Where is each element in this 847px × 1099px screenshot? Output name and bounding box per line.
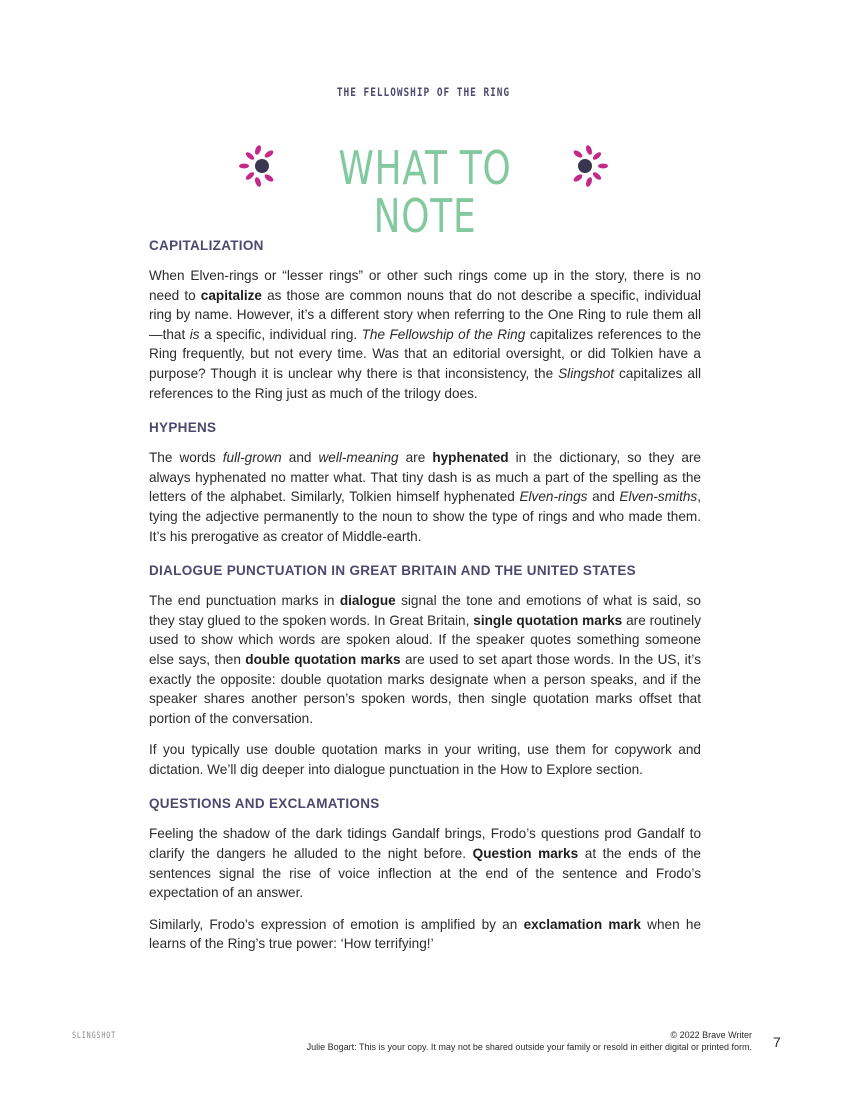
paragraph-questions-1: Feeling the shadow of the dark tidings Gandalf brings, Frodo’s questions prod Gandalf to clarify the dangers he alluded to the night before. Question marks at the ends of the sentences signal the rise of voice inflection at the end of the sentence and Frodo’s expectation of an answer. xyxy=(149,826,701,901)
heading-hyphens: HYPHENS xyxy=(149,420,217,436)
copyright-line: © 2022 Brave Writer xyxy=(670,1030,752,1040)
heading-capitalization: CAPITALIZATION xyxy=(149,238,264,253)
paragraph-hyphens: The words full-grown and well-meaning are hyphenated in the dictionary, so they are always hyphenated no matter what. That tiny dash is as much a part of the spelling as the letters of the alphabet. Similarly, Tolkien himself hyphenated Elven-rings and Elven-smiths, tying the adjective permanently to the noun to show the type of rings and who made them. It’s his prerogative as creator of Middle-earth. xyxy=(149,450,701,544)
heading-dialogue: DIALOGUE PUNCTUATION IN GREAT BRITAIN AND THE UNITED STATES xyxy=(149,563,636,579)
paragraph-capitalization: When Elven-rings or “lesser rings” or other such rings come up in the story, there is no need to capitalize as those are common nouns that do not describe a specific, individual ring by name. However, it’s a different story when referring to the One Ring to rule them all—that is a specific, individual ring. The Fellowship of the Ring capitalizes references to the Ring frequently, but not every time. Was that an editorial oversight, or did Tolkien have a purpose? Though it is unclear why there is that inconsistency, the Slingshot capitalizes all references to the Ring just as much of the trilogy does. xyxy=(149,268,702,401)
paragraph-dialogue-1: The end punctuation marks in dialogue signal the tone and emotions of what is said, so they stay glued to the spoken words. In Great Britain, single quotation marks are routinely used to show which words are spoken aloud. If the speaker quotes something someone else says, then double quotation marks are used to set apart those words. In the US, it’s exactly the opposite: double quotation marks designate when a person speaks, and if the speaker shares another person’s spoken words, then single quotation marks offset that portion of the conversation. xyxy=(149,593,702,726)
flower-ornament-icon xyxy=(567,144,617,188)
heading-questions: QUESTIONS AND EXCLAMATIONS xyxy=(149,796,380,812)
section-title-row xyxy=(0,138,847,243)
license-notice: Julie Bogart: This is your copy. It may not be shared outside your family or resold in either digital or printed form. xyxy=(306,1041,752,1052)
main-content xyxy=(149,236,701,954)
footer-brand-logo: SLINGSHOT xyxy=(72,1031,117,1041)
paragraph-questions-2: Similarly, Frodo’s expression of emotion is amplified by an exclamation mark when he learns of the Ring’s true power: ‘How terrifying!’ xyxy=(149,916,701,952)
footer-copyright xyxy=(307,1030,752,1053)
page-number: 7 xyxy=(773,1034,781,1050)
paragraph-dialogue-2: If you typically use double quotation marks in your writing, use them for copywork and dictation. We’ll dig deeper into dialogue punctuation in the How to Explore section. xyxy=(149,742,701,777)
section-title: WHAT TO NOTE xyxy=(338,141,512,243)
book-title: THE FELLOWSHIP OF THE RING xyxy=(336,85,511,99)
flower-ornament-icon xyxy=(230,144,280,188)
